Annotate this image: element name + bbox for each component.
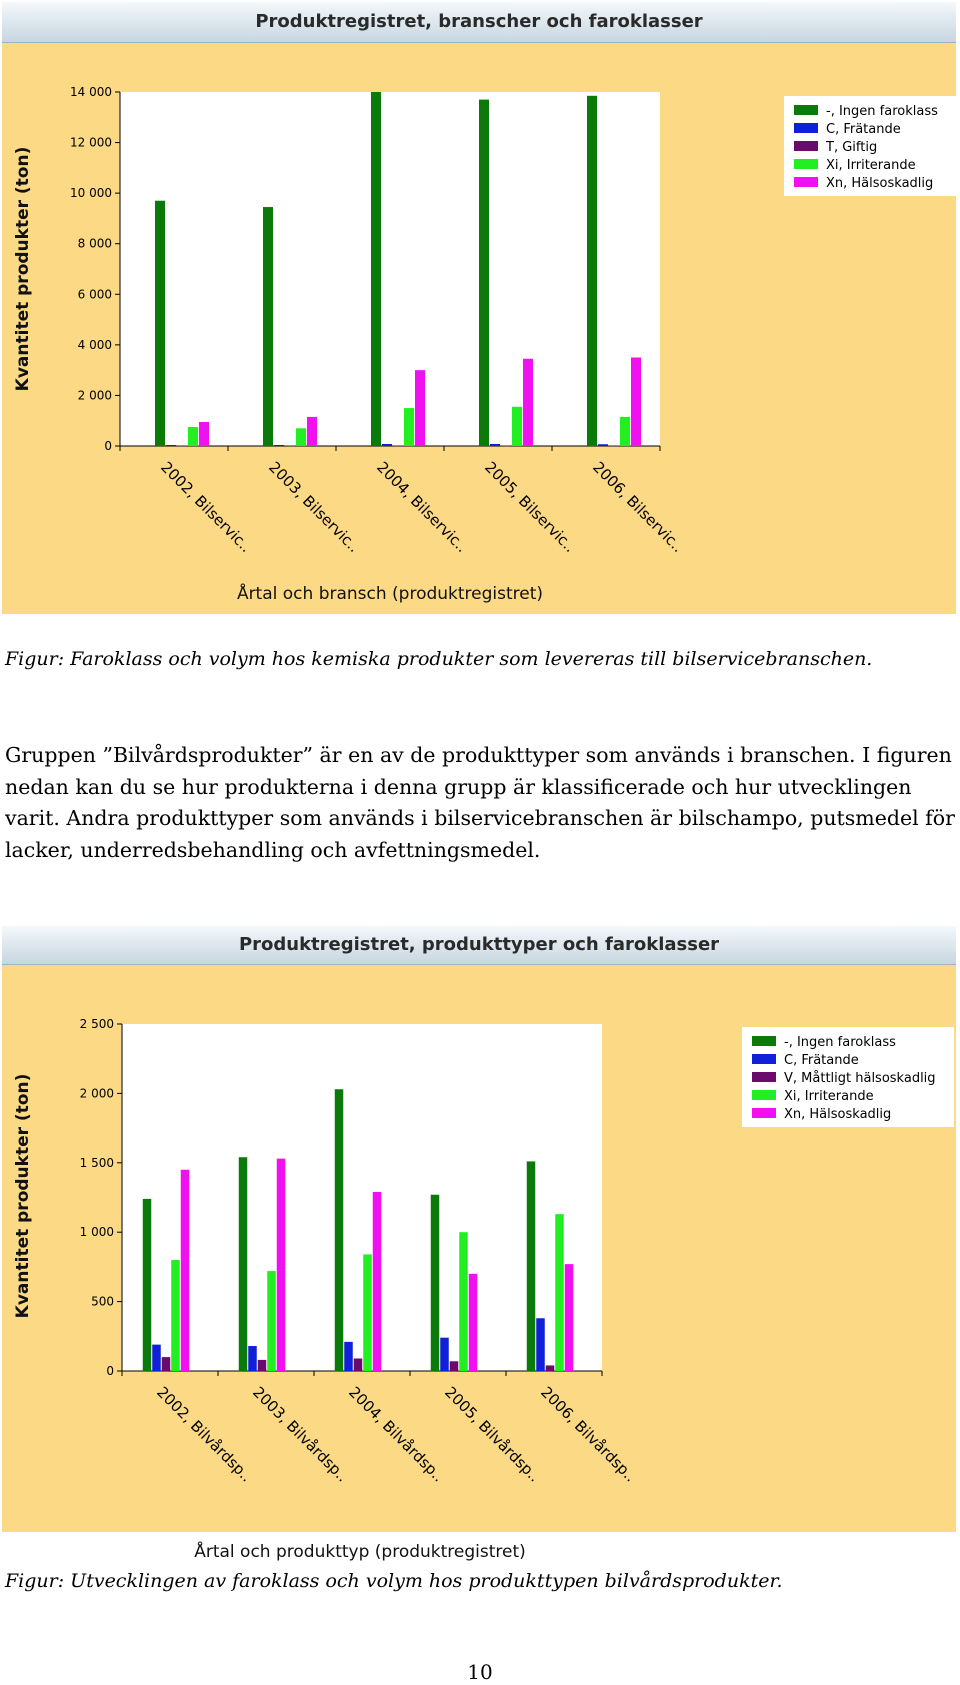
y-tick-label: 500 (91, 1294, 114, 1309)
y-tick-label: 4 000 (77, 337, 112, 352)
bar-c-fr-tande (152, 1345, 161, 1371)
bar-c-fr-tande (166, 445, 176, 446)
chart-panel-1 (2, 2, 956, 614)
bar-xn-h-lsoskadlig (523, 359, 533, 446)
y-tick-label: 2 000 (77, 388, 112, 403)
legend-label: Xi, Irriterande (784, 1089, 874, 1104)
bar-t-giftig (501, 445, 511, 446)
x-tick-label: 2004, Bilvårdsp.. (345, 1383, 448, 1486)
x-tick-label: 2006, Bilservic.. (589, 458, 688, 556)
bar-xn-h-lsoskadlig (181, 1170, 190, 1371)
legend-label: C, Frätande (784, 1053, 859, 1068)
bar-xn-h-lsoskadlig (469, 1274, 478, 1371)
bar-t-giftig (285, 445, 295, 446)
x-tick-label: 2002, Bilvårdsp.. (153, 1383, 256, 1486)
bar-ingen-faroklass (431, 1195, 440, 1371)
bar-v-m-ttligt-h-lsoskadlig (162, 1357, 171, 1371)
bar-xi-irriterande (459, 1232, 468, 1371)
y-tick-label: 12 000 (70, 135, 112, 150)
y-tick-label: 1 500 (79, 1155, 114, 1170)
legend-label: -, Ingen faroklass (784, 1035, 896, 1050)
x-tick-label: 2005, Bilservic.. (481, 458, 580, 556)
legend-label: V, Måttligt hälsoskadlig (784, 1071, 936, 1086)
chart-panel-2 (2, 926, 956, 1562)
legend-label: Xi, Irriterande (826, 158, 916, 173)
bar-xi-irriterande (296, 428, 306, 446)
bar-xi-irriterande (363, 1254, 372, 1371)
x-tick-label: 2003, Bilservic.. (265, 458, 364, 556)
bar-c-fr-tande (344, 1342, 353, 1371)
bar-ingen-faroklass (143, 1199, 152, 1371)
y-tick-label: 2 000 (79, 1086, 114, 1101)
bar-xi-irriterande (620, 417, 630, 446)
bar-ingen-faroklass (479, 100, 489, 446)
bar-c-fr-tande (536, 1318, 545, 1371)
x-tick-label: 2004, Bilservic.. (373, 458, 472, 556)
bar-ingen-faroklass (335, 1089, 344, 1371)
bar-c-fr-tande (490, 444, 500, 446)
bar-t-giftig (609, 445, 619, 446)
figure-caption-1: Figur: Faroklass och volym hos kemiska produkter som levereras till bilservicebranschen. (5, 648, 873, 670)
legend-swatch (794, 123, 818, 133)
bar-c-fr-tande (248, 1346, 257, 1371)
bar-v-m-ttligt-h-lsoskadlig (258, 1360, 267, 1371)
bar-c-fr-tande (382, 444, 392, 446)
x-tick-label: 2003, Bilvårdsp.. (249, 1383, 352, 1486)
bar-xi-irriterande (188, 427, 198, 446)
legend-swatch (794, 105, 818, 115)
legend-swatch (752, 1036, 776, 1046)
bar-v-m-ttligt-h-lsoskadlig (450, 1361, 459, 1371)
bar-ingen-faroklass (155, 201, 165, 446)
y-tick-label: 6 000 (77, 287, 112, 302)
bar-ingen-faroklass (239, 1157, 248, 1371)
bar-xn-h-lsoskadlig (373, 1192, 382, 1371)
bar-xn-h-lsoskadlig (277, 1159, 286, 1371)
bar-xn-h-lsoskadlig (415, 370, 425, 446)
y-tick-label: 10 000 (70, 186, 112, 201)
legend-swatch (794, 159, 818, 169)
page-number: 10 (467, 1660, 493, 1684)
legend-swatch (794, 141, 818, 151)
figure-caption-2: Figur: Utvecklingen av faroklass och volym hos produkttypen bilvårdsprodukter. (5, 1570, 783, 1592)
x-tick-label: 2006, Bilvårdsp.. (537, 1383, 640, 1486)
bar-c-fr-tande (274, 445, 284, 446)
legend-swatch (794, 177, 818, 187)
bar-t-giftig (393, 445, 403, 446)
chart-1 (2, 44, 956, 614)
bar-c-fr-tande (598, 444, 608, 446)
bar-t-giftig (177, 445, 187, 446)
y-tick-label: 2 500 (79, 1017, 114, 1031)
y-tick-label: 0 (104, 439, 112, 453)
legend-label: -, Ingen faroklass (826, 104, 938, 119)
y-tick-label: 1 000 (79, 1225, 114, 1240)
legend-label: Xn, Hälsoskadlig (826, 176, 934, 191)
legend-swatch (752, 1090, 776, 1100)
legend-swatch (752, 1054, 776, 1064)
bar-v-m-ttligt-h-lsoskadlig (354, 1359, 363, 1371)
bar-ingen-faroklass (263, 207, 273, 446)
x-axis-title: Årtal och produkttyp (produktregistret) (194, 1542, 526, 1562)
bar-xi-irriterande (512, 407, 522, 446)
bar-xi-irriterande (404, 408, 414, 446)
bar-ingen-faroklass (371, 92, 381, 446)
y-axis-title: Kvantitet produkter (ton) (13, 146, 33, 392)
bar-v-m-ttligt-h-lsoskadlig (546, 1365, 555, 1371)
y-tick-label: 0 (106, 1364, 114, 1378)
chart-title: Produktregistret, branscher och faroklasser (2, 2, 956, 43)
bar-xn-h-lsoskadlig (565, 1264, 574, 1371)
y-tick-label: 14 000 (70, 85, 112, 99)
bar-xn-h-lsoskadlig (307, 417, 317, 446)
bar-xn-h-lsoskadlig (631, 358, 641, 447)
x-tick-label: 2002, Bilservic.. (157, 458, 256, 556)
y-tick-label: 8 000 (77, 236, 112, 251)
bar-ingen-faroklass (587, 96, 597, 446)
chart-2 (2, 966, 956, 1562)
legend-swatch (752, 1072, 776, 1082)
x-tick-label: 2005, Bilvårdsp.. (441, 1383, 544, 1486)
chart-title: Produktregistret, produkttyper och faroklasser (2, 926, 956, 965)
bar-c-fr-tande (440, 1338, 449, 1371)
bar-xi-irriterande (171, 1260, 180, 1371)
legend-label: C, Frätande (826, 122, 901, 137)
plot-area (120, 92, 660, 446)
y-axis-title: Kvantitet produkter (ton) (13, 1073, 33, 1319)
legend-swatch (752, 1108, 776, 1118)
bar-xi-irriterande (555, 1214, 564, 1371)
x-axis-title: Årtal och bransch (produktregistret) (236, 584, 544, 604)
legend-label: T, Giftig (826, 140, 878, 155)
bar-xn-h-lsoskadlig (199, 422, 209, 446)
body-paragraph: Gruppen ”Bilvårdsprodukter” är en av de produkttyper som används i branschen. I figuren nedan kan du se hur produkterna i denna grupp är klassificerade och hur utvecklingen varit. Andra produkttyper som används i bilservicebranschen är bilschampo, putsmedel för lacker, underredsbehandling och avfettningsmedel. (5, 743, 955, 862)
legend-label: Xn, Hälsoskadlig (784, 1107, 892, 1122)
bar-xi-irriterande (267, 1271, 276, 1371)
bar-ingen-faroklass (527, 1161, 536, 1371)
